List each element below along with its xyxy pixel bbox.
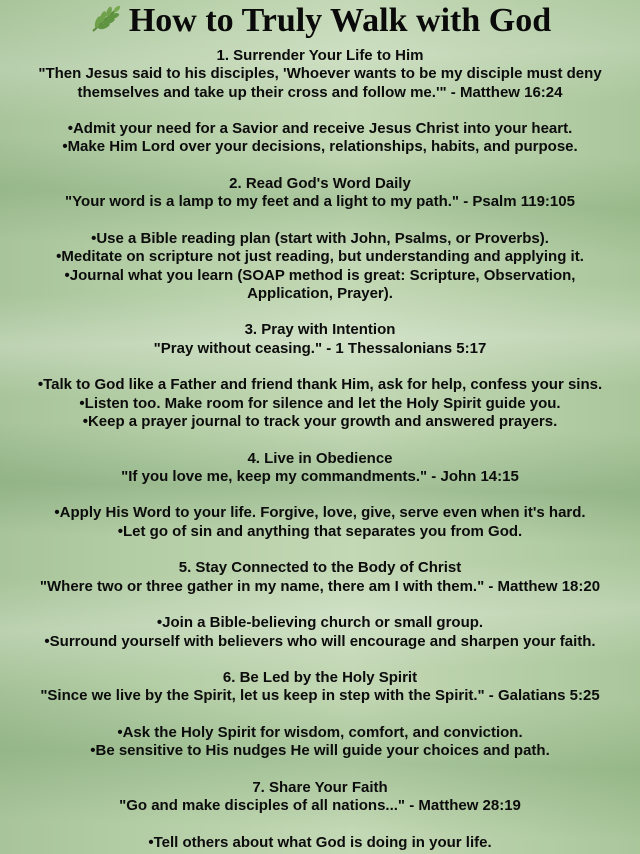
section-heading: 1. Surrender Your Life to Him (216, 47, 424, 64)
bullet-item: •Let go of sin and anything that separates you from God. (117, 522, 523, 540)
section-body-of-christ (4, 559, 636, 650)
section-heading: 5. Stay Connected to the Body of Christ (178, 559, 462, 577)
section-obedience (4, 450, 636, 541)
scripture-quote: "Your word is a lamp to my feet and a light to my path." - Psalm 119:105 (65, 193, 575, 211)
bullet-item: •Keep a prayer journal to track your growth and answered prayers. (82, 412, 558, 430)
scripture-quote: "Then Jesus said to his disciples, 'Whoever wants to be my disciple must deny (38, 65, 602, 83)
bullet-item: •Join a Bible-believing church or small group. (156, 614, 484, 632)
bullet-item: •Journal what you learn (SOAP method is great: Scripture, Observation, (64, 266, 576, 284)
section-read-word (4, 175, 636, 303)
section-share-faith (4, 779, 636, 852)
page-title (0, 0, 640, 42)
section-heading: 7. Share Your Faith (252, 778, 388, 796)
section-holy-spirit (4, 669, 636, 760)
title-text: How to Truly Walk with God (128, 2, 552, 39)
section-heading: 6. Be Led by the Holy Spirit (222, 669, 418, 687)
section-heading: 4. Live in Obedience (247, 449, 393, 467)
scripture-quote: themselves and take up their cross and follow me.'" - Matthew 16:24 (77, 83, 563, 101)
bullet-item: •Be sensitive to His nudges He will guide your choices and path. (90, 742, 550, 760)
scripture-quote: "Pray without ceasing." - 1 Thessalonians 5:17 (153, 339, 487, 357)
scripture-quote: "Where two or three gather in my name, there am I with them." - Matthew 18:20 (39, 577, 601, 595)
section-heading: 2. Read God's Word Daily (229, 175, 411, 193)
bullet-item: •Meditate on scripture not just reading, but understanding and applying it. (56, 248, 584, 266)
bullet-item: •Tell others about what God is doing in your life. (148, 833, 492, 851)
bullet-item: •Surround yourself with believers who will encourage and sharpen your faith. (44, 632, 596, 650)
scripture-quote: "If you love me, keep my commandments." - John 14:15 (121, 467, 519, 485)
leaf-icon (89, 4, 123, 34)
bullet-item: •Admit your need for a Savior and receive Jesus Christ into your heart. (67, 120, 573, 138)
bullet-item: •Listen too. Make room for silence and let the Holy Spirit guide you. (79, 394, 561, 412)
scripture-quote: "Go and make disciples of all nations..." - Matthew 28:19 (119, 797, 521, 815)
bullet-item: •Apply His Word to your life. Forgive, love, give, serve even when it's hard. (54, 504, 586, 522)
guide-content (0, 42, 640, 852)
bullet-item-continued: Application, Prayer). (247, 284, 393, 302)
section-pray (4, 321, 636, 431)
bullet-item: •Make Him Lord over your decisions, relationships, habits, and purpose. (62, 138, 578, 156)
bullet-item: •Talk to God like a Father and friend thank Him, ask for help, confess your sins. (37, 376, 603, 394)
section-surrender (4, 47, 636, 157)
bullet-item: •Ask the Holy Spirit for wisdom, comfort, and conviction. (117, 723, 523, 741)
bullet-item: •Use a Bible reading plan (start with John, Psalms, or Proverbs). (91, 229, 549, 247)
scripture-quote: "Since we live by the Spirit, let us keep in step with the Spirit." - Galatians 5:25 (40, 687, 600, 705)
section-heading: 3. Pray with Intention (244, 321, 396, 339)
